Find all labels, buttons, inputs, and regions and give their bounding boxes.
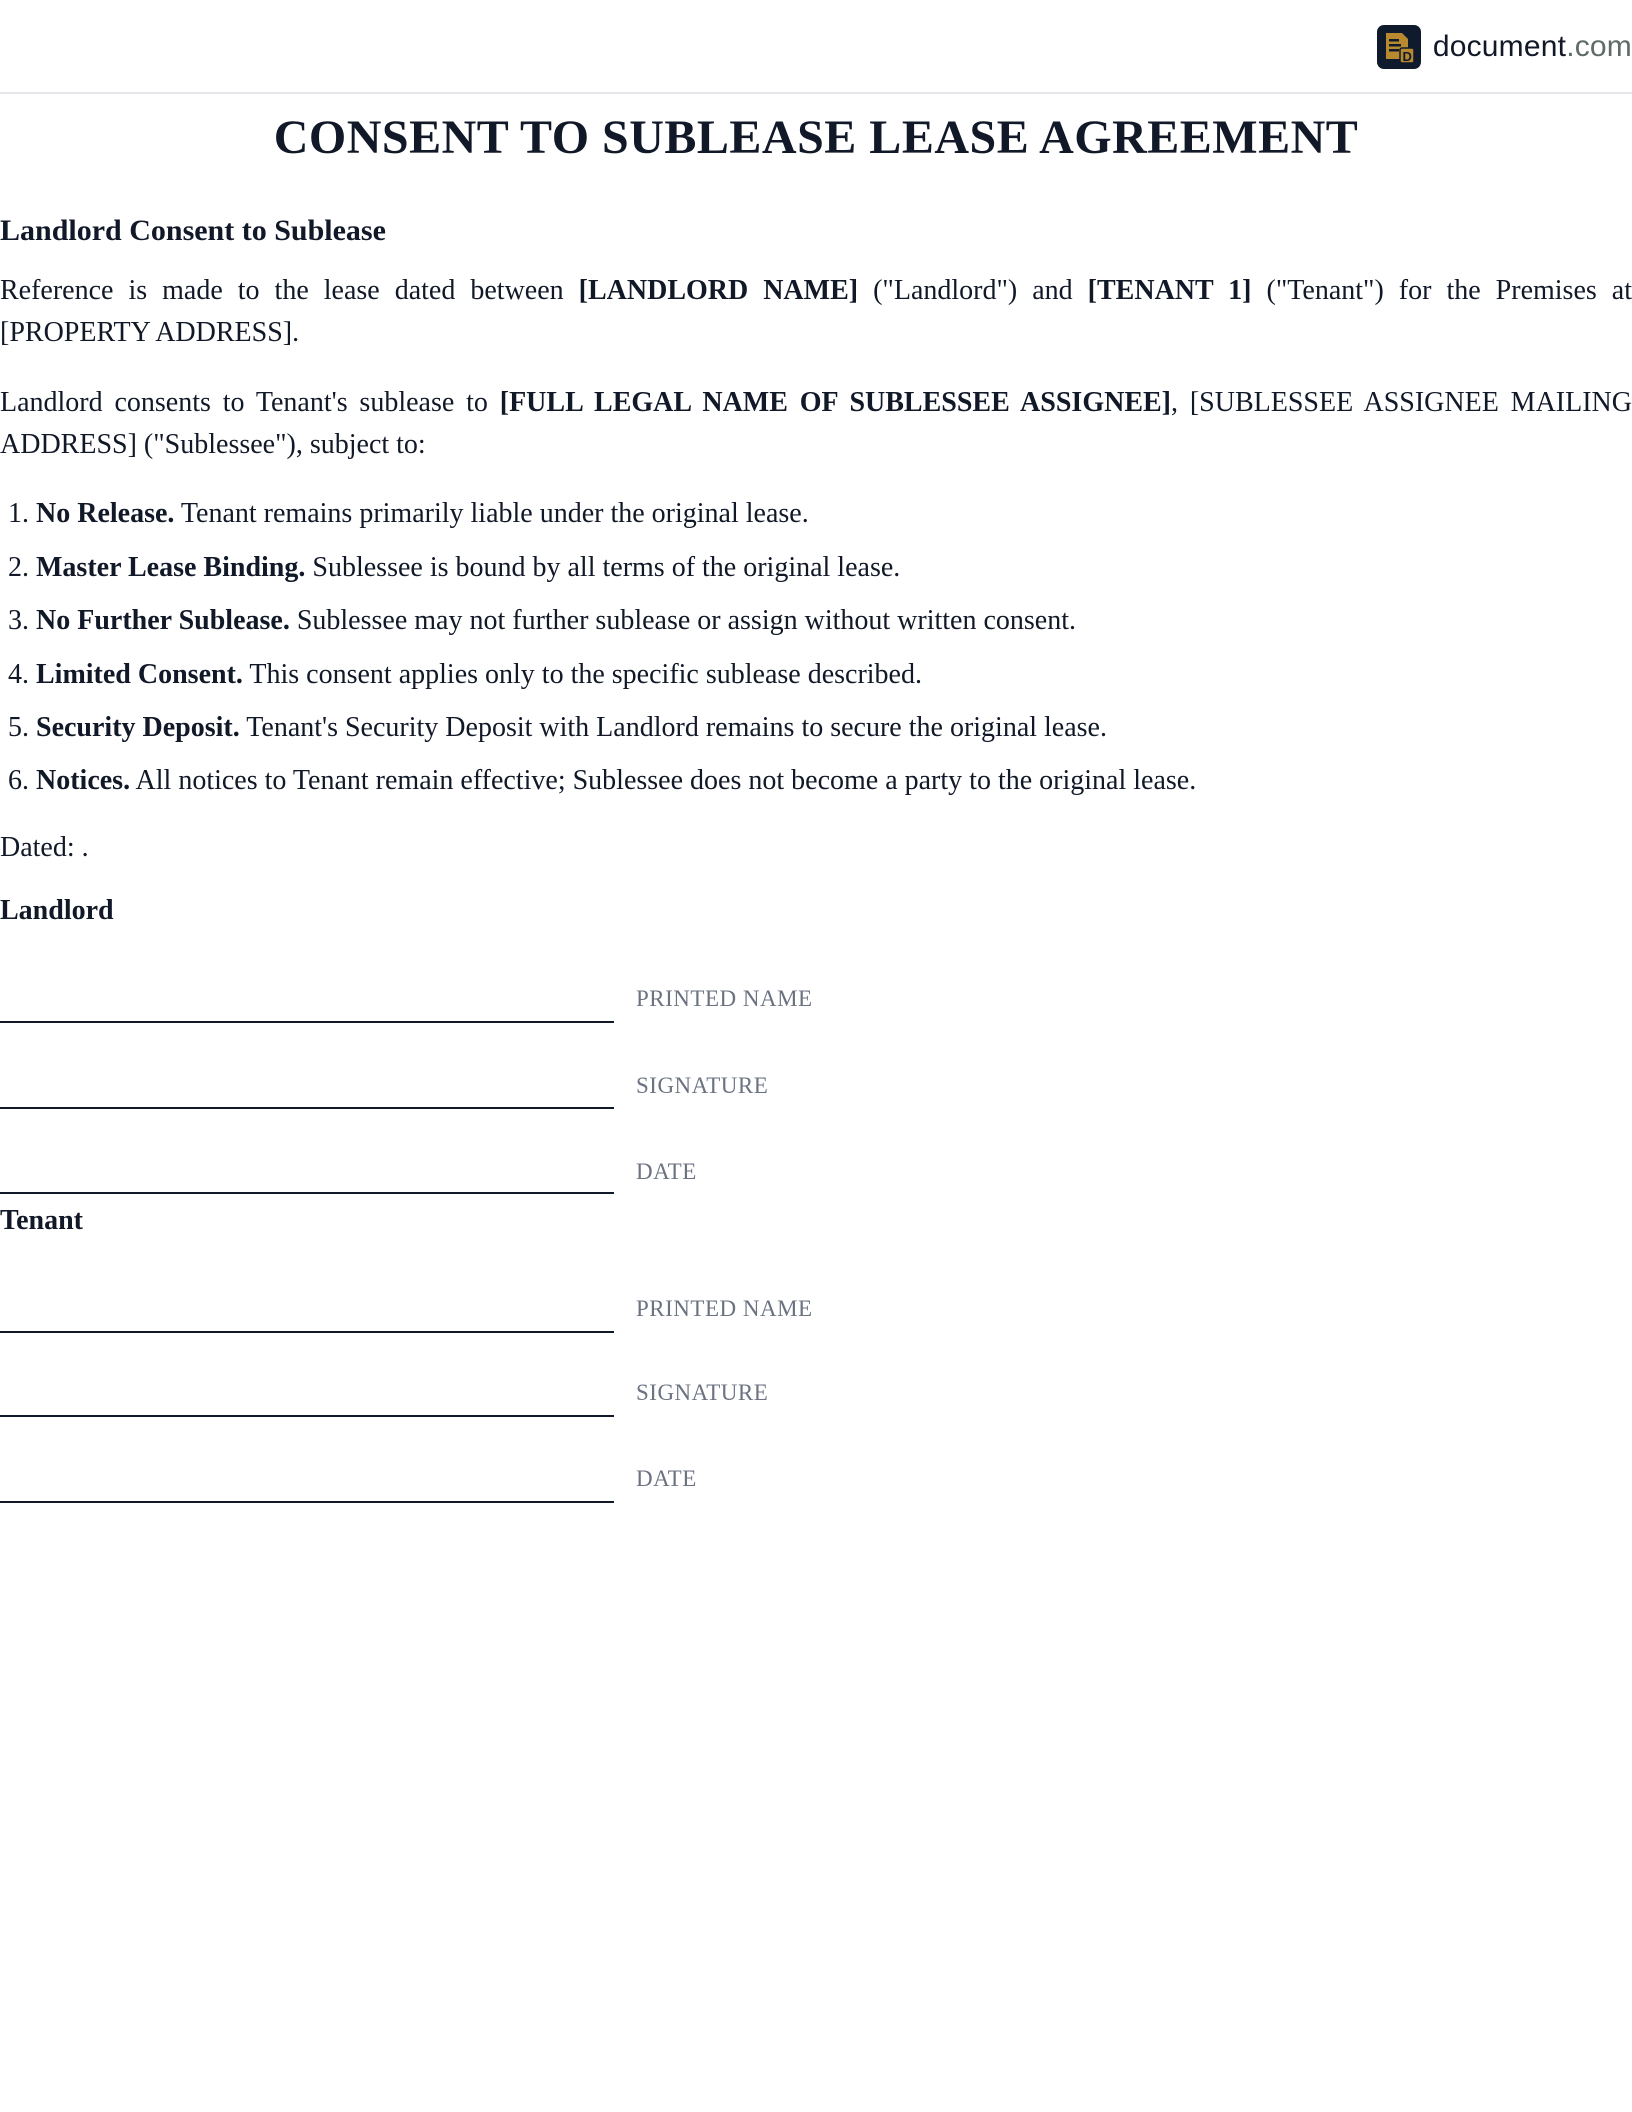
dated-line: Dated: .	[0, 832, 89, 863]
list-item: 4. Limited Consent. This consent applies only to the specific sublease described.	[8, 659, 922, 690]
list-item: 1. No Release. Tenant remains primarily liable under the original lease.	[8, 498, 809, 529]
list-item: 2. Master Lease Binding. Sublessee is bound by all terms of the original lease.	[8, 552, 901, 583]
date-label: DATE	[636, 1466, 697, 1491]
tenant-signature-line[interactable]	[0, 1415, 614, 1417]
reference-paragraph: Reference is made to the lease dated between [LANDLORD NAME] ("Landlord") and [TENANT 1] ("Tenant") for the Premises at [PROPERTY ADDRESS].	[0, 275, 1632, 348]
tenant-heading: Tenant	[0, 1205, 84, 1236]
svg-text:D: D	[1402, 49, 1412, 64]
document-title: CONSENT TO SUBLEASE LEASE AGREEMENT	[273, 111, 1359, 164]
list-item: 3. No Further Sublease. Sublessee may not further sublease or assign without written consent.	[8, 605, 1077, 636]
landlord-signature-line[interactable]	[0, 1107, 614, 1109]
consent-paragraph: Landlord consents to Tenant's sublease to [FULL LEGAL NAME OF SUBLESSEE ASSIGNEE], [SUBLESSEE ASSIGNEE MAILING ADDRESS] ("Sublessee"), subject to:	[0, 387, 1632, 460]
logo-text: document.com	[1432, 30, 1632, 63]
list-item: 6. Notices. All notices to Tenant remain effective; Sublessee does not become a party to the original lease.	[8, 765, 1197, 796]
document-logo-icon	[1377, 25, 1421, 69]
tenant-date-line[interactable]	[0, 1501, 614, 1503]
printed-name-label: PRINTED NAME	[636, 986, 813, 1011]
header	[0, 0, 1632, 94]
printed-name-label: PRINTED NAME	[636, 1296, 813, 1321]
signature-label: SIGNATURE	[636, 1073, 769, 1098]
date-label: DATE	[636, 1159, 697, 1184]
list-item: 5. Security Deposit. Tenant's Security Deposit with Landlord remains to secure the original lease.	[8, 712, 1107, 743]
logo[interactable]	[1377, 25, 1632, 69]
section-heading: Landlord Consent to Sublease	[0, 214, 386, 247]
tenant-printed-name-line[interactable]	[0, 1331, 614, 1333]
landlord-printed-name-line[interactable]	[0, 1021, 614, 1023]
landlord-heading: Landlord	[0, 895, 114, 926]
signature-label: SIGNATURE	[636, 1380, 769, 1405]
landlord-date-line[interactable]	[0, 1192, 614, 1194]
